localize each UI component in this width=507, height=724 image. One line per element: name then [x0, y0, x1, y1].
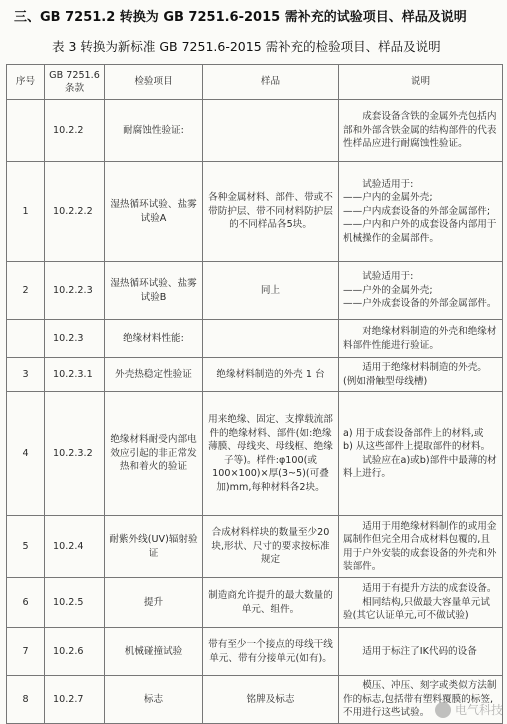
note-line: a) 用于成套设备部件上的材料,或	[343, 427, 484, 439]
note-line: ——户外的金属外壳;	[343, 284, 433, 296]
cell-sample: 绝缘材料制造的外壳 1 台	[203, 358, 339, 392]
cell-sample: 合成材料样块的数量至少20块,形状、尺寸的要求按标准规定	[203, 516, 339, 578]
note-line: 试验应在a)或b)部件中最薄的材料上进行。	[343, 454, 497, 479]
note-line: ——户内的金属外壳;	[343, 192, 433, 204]
note-line: ——户外成套设备的外部金属部件。	[343, 298, 497, 310]
cell-note	[339, 320, 503, 358]
cell-sample: 制造商允许提升的最大数量的单元、组件。	[203, 578, 339, 628]
table-row	[7, 676, 503, 724]
cell-clause: 10.2.5	[45, 578, 105, 628]
cell-note	[339, 358, 503, 392]
cell-note	[339, 578, 503, 628]
watermark-text: 电气科技	[454, 703, 503, 717]
note-line: 模压、冲压、刻字或类似方法制作的标志,包括带有塑料覆膜的标签,不用进行这些试验。	[343, 680, 497, 719]
cell-clause: 10.2.2.3	[45, 262, 105, 320]
cell-no: 1	[7, 162, 45, 262]
header-note: 说明	[339, 65, 503, 100]
table-row	[7, 320, 503, 358]
cell-item: 耐腐蚀性验证:	[105, 100, 203, 162]
table-row	[7, 162, 503, 262]
note-line: b) 从这些部件上提取部件的材料。	[343, 441, 491, 452]
cell-note	[339, 628, 503, 676]
cell-item: 湿热循环试验、盐雾试验B	[105, 262, 203, 320]
table-row	[7, 358, 503, 392]
note-line: 适用于绝缘材料制造的外壳。(例如滑触型母线槽)	[343, 362, 487, 387]
cell-clause: 10.2.2.2	[45, 162, 105, 262]
cell-sample: 各种金属材料、部件、带或不带防护层、带不同材料防护层的不同样品各5块。	[203, 162, 339, 262]
cell-no	[7, 320, 45, 358]
cell-no: 8	[7, 676, 45, 724]
cell-sample	[203, 320, 339, 358]
table-row	[7, 392, 503, 516]
cell-clause: 10.2.3.1	[45, 358, 105, 392]
cell-item: 湿热循环试验、盐雾试验A	[105, 162, 203, 262]
cell-item: 机械碰撞试验	[105, 628, 203, 676]
cell-clause: 10.2.6	[45, 628, 105, 676]
table-row	[7, 262, 503, 320]
header-sample: 样品	[203, 65, 339, 100]
table-row	[7, 516, 503, 578]
cell-sample	[203, 100, 339, 162]
cell-item: 外壳热稳定性验证	[105, 358, 203, 392]
cell-no	[7, 100, 45, 162]
note-line: ——户内和户外的成套设备内部用于机械操作的金属部件。	[343, 219, 497, 244]
note-line: 适用于用绝缘材料制作的或用金属制作但完全用合成材料包覆的,且用于户外安装的成套设备的外壳和外装部件。	[343, 520, 497, 572]
cell-note	[339, 392, 503, 516]
table-header-row	[7, 65, 503, 100]
note-line: 试验适用于:	[362, 271, 414, 283]
cell-clause: 10.2.3.2	[45, 392, 105, 516]
inspection-table	[6, 64, 503, 724]
table-caption: 表 3 转换为新标准 GB 7251.6-2015 需补充的检验项目、样品及说明	[52, 39, 441, 54]
cell-item: 绝缘材料性能:	[105, 320, 203, 358]
cell-note	[339, 162, 503, 262]
cell-sample: 带有至少一个接点的母线干线单元、带有分接单元(如有)。	[203, 628, 339, 676]
header-no: 序号	[7, 65, 45, 100]
cell-item: 标志	[105, 676, 203, 724]
header-item: 检验项目	[105, 65, 203, 100]
cell-sample: 铭牌及标志	[203, 676, 339, 724]
table-row	[7, 628, 503, 676]
cell-item: 耐紫外线(UV)辐射验证	[105, 516, 203, 578]
note-line: 适用于标注了IK代码的设备	[362, 645, 477, 657]
note-line: 对绝缘材料制造的外壳和绝缘材料部件性能进行验证。	[343, 326, 497, 351]
watermark	[435, 701, 503, 718]
note-line: 相同结构,只做最大容量单元试验(其它认证单元,可不做试验)	[343, 596, 490, 622]
cell-no: 5	[7, 516, 45, 578]
cell-note	[339, 516, 503, 578]
table-row	[7, 100, 503, 162]
cell-item: 提升	[105, 578, 203, 628]
cell-no: 2	[7, 262, 45, 320]
cell-clause: 10.2.4	[45, 516, 105, 578]
cell-clause: 10.2.7	[45, 676, 105, 724]
cell-note	[339, 262, 503, 320]
cell-no: 7	[7, 628, 45, 676]
cell-no: 3	[7, 358, 45, 392]
section-heading: 三、GB 7251.2 转换为 GB 7251.6-2015 需补充的试验项目、样品及说明	[14, 10, 467, 25]
cell-sample: 同上	[203, 262, 339, 320]
note-line: 成套设备含铁的金属外壳包括内部和外部含铁金属的结构部件的代表性样品应进行耐腐蚀性验证。	[343, 111, 497, 150]
cell-sample: 用来绝缘、固定、支撑载流部件的绝缘材料、部件(如:绝缘薄膜、母线夹、母线框、绝缘子等)。样件:φ100(或100×100)×厚(3~5)(可叠加)mm,每种材料各2块。	[203, 392, 339, 516]
cell-clause: 10.2.2	[45, 100, 105, 162]
table-body	[7, 100, 503, 724]
cell-note	[339, 100, 503, 162]
note-line: 适用于有提升方法的成套设备。	[362, 583, 497, 595]
cell-item: 绝缘材料耐受内部电效应引起的非正常发热和着火的验证	[105, 392, 203, 516]
cell-no: 6	[7, 578, 45, 628]
cell-clause: 10.2.3	[45, 320, 105, 358]
header-clause: GB 7251.6 条款	[45, 65, 105, 100]
cell-no: 4	[7, 392, 45, 516]
note-line: ——户内成套设备的外部金属部件;	[343, 205, 491, 217]
table-row	[7, 578, 503, 628]
wechat-icon	[435, 702, 451, 718]
note-line: 试验适用于:	[362, 178, 414, 190]
